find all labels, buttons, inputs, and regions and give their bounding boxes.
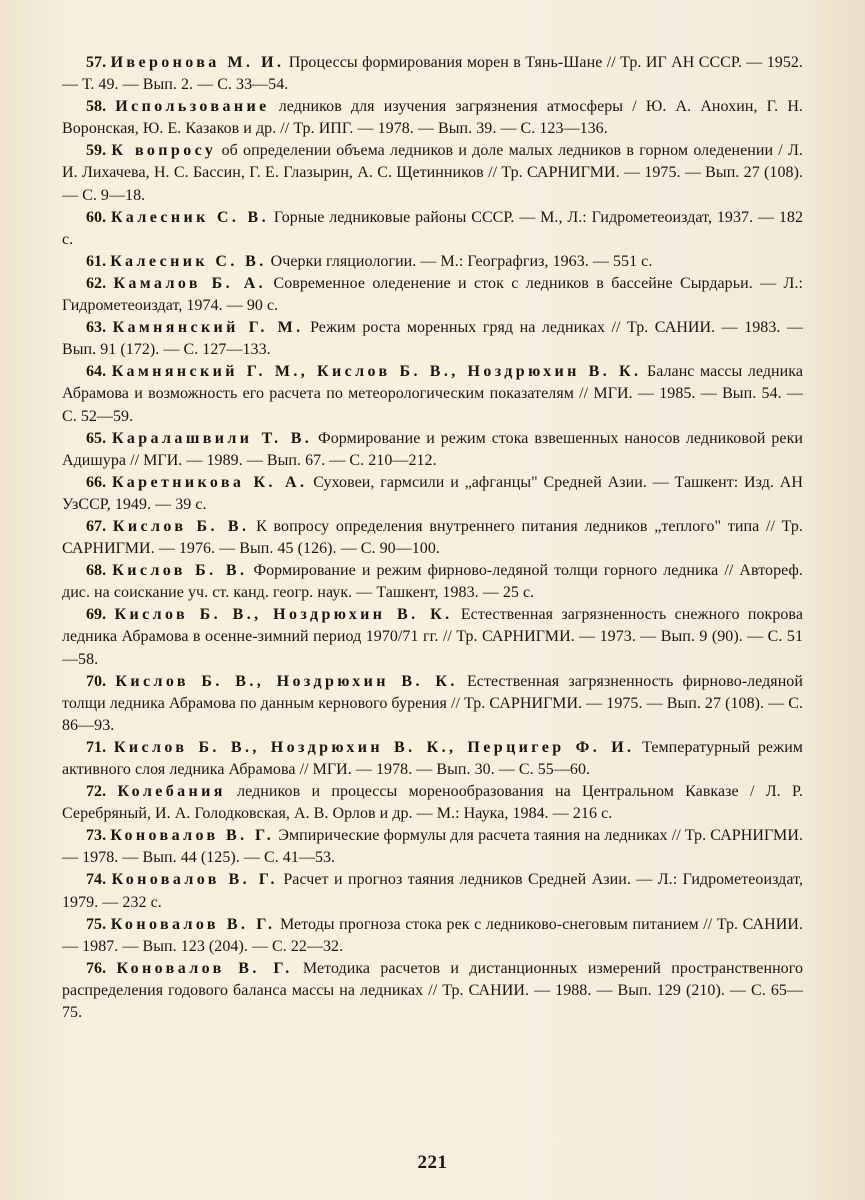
entry-text: Формирование и режим стока взвешенных наносов ледниковой реки Адишура // МГИ. — 1989. — Вып. 67. — С. 210—212. xyxy=(62,429,804,469)
entry-text: ледников для изучения загрязнения атмосферы / Ю. А. Анохин, Г. Н. Воронская, Ю. Е. Казаков и др. // Тр. ИПГ. — 1978. — Вып. 39. — С. 123—136. xyxy=(62,98,803,138)
entry-number: 71. xyxy=(86,738,107,756)
entry-text: Естественная загрязненность фирново-ледяной толщи ледника Абрамова по данным кернового бурения // Тр. САРНИГМИ. — 1975. — Вып. 27 (108). — С. 86—93. xyxy=(62,672,803,734)
bibliography-entry-64 xyxy=(62,361,803,427)
entry-text: Очерки гляциологии. — М.: Географгиз, 1963. — 551 с. xyxy=(270,252,653,270)
entry-number: 61. xyxy=(86,252,107,270)
bibliography-entry-69 xyxy=(62,604,803,670)
entry-number: 60. xyxy=(86,208,107,226)
entry-number: 68. xyxy=(86,562,107,580)
entry-text: Температурный режим активного слоя ледника Абрамова // МГИ. — 1978. — Вып. 30. — С. 55—60. xyxy=(62,738,803,778)
bibliography-entry-66 xyxy=(62,472,803,516)
entry-author: Коновалов В. Г. xyxy=(111,871,278,889)
page-number: 221 xyxy=(417,1152,448,1173)
entry-text: Формирование и режим фирново-ледяной толщи горного ледника // Автореф. дис. на соискание уч. ст. канд. геогр. наук. — Ташкент, 1983. — 25 с. xyxy=(62,562,803,602)
entry-number: 63. xyxy=(86,319,107,337)
entry-author: Калесник С. В. xyxy=(110,252,267,270)
entry-number: 58. xyxy=(86,98,107,116)
entry-text: Естественная загрязненность снежного покрова ледника Абрамова в осенне-зимний период 1970/71 гг. // Тр. САРНИГМИ. — 1973. — Вып. 9 (90). — С. 51—58. xyxy=(62,606,803,668)
entry-text: Режим роста моренных гряд на ледниках // Тр. САНИИ. — 1983. — Вып. 91 (172). — С. 127—133. xyxy=(62,319,803,359)
entry-author: Камалов Б. А. xyxy=(113,274,267,292)
bibliography-entry-61 xyxy=(62,251,803,273)
entry-text: Процессы формирования морен в Тянь-Шане // Тр. ИГ АН СССР. — 1952. — Т. 49. — Вып. 2. — С. 33—54. xyxy=(62,54,803,94)
bibliography-entry-62 xyxy=(62,273,803,317)
entry-number: 70. xyxy=(86,672,107,690)
bibliography-entry-76 xyxy=(62,958,803,1024)
bibliography-entry-59 xyxy=(62,140,803,206)
entry-author: Камнянский Г. М., Кислов Б. В., Ноздрюхин В. К. xyxy=(111,363,642,381)
entry-number: 69. xyxy=(86,606,107,624)
bibliography-entry-72 xyxy=(62,781,803,825)
entry-author: Коновалов В. Г. xyxy=(110,827,275,845)
entry-text: Современное оледенение и сток с ледников в бассейне Сырдарьи. — Л.: Гидрометеоиздат, 1974. — 90 с. xyxy=(62,274,803,315)
entry-author: Использование xyxy=(115,98,270,116)
bibliography-entry-71 xyxy=(62,737,803,781)
bibliography-list xyxy=(62,52,803,1024)
entry-author: Камнянский Г. М. xyxy=(112,319,304,337)
entry-number: 74. xyxy=(86,871,107,889)
entry-text: об определении объема ледников и доле малых ледников в горном оледенении / Л. И. Лихачева, Н. С. Бассин, Г. Е. Глазырин, А. С. Щетинников // Тр. САРНИГМИ. — 1975. — Вып. 27 (108). — С. 9—18. xyxy=(62,142,803,204)
entry-text: ледников и процессы моренообразования на Центральном Кавказе / Л. Р. Серебряный, И. А. Голодковская, А. В. Орлов и др. — М.: Наука, 1984. — 216 с. xyxy=(62,783,803,823)
bibliography-entry-65 xyxy=(62,428,803,472)
entry-author: Кислов Б. В. xyxy=(112,562,248,580)
entry-author: Кислов Б. В., Ноздрюхин В. К., Перцигер Ф. И. xyxy=(113,738,635,756)
entry-text: Расчет и прогноз таяния ледников Средней Азии. — Л.: Гидрометеоиздат, 1979. — 232 с. xyxy=(62,871,803,911)
entry-author: Иверонова М. И. xyxy=(110,54,285,71)
entry-author: Кислов Б. В. xyxy=(112,517,250,535)
bibliography-entry-58 xyxy=(62,96,803,140)
entry-author: Калесник С. В. xyxy=(111,208,269,226)
entry-number: 72. xyxy=(86,783,107,801)
bibliography-entry-75 xyxy=(62,914,803,958)
entry-author: Колебания xyxy=(117,783,226,801)
bibliography-entry-74 xyxy=(62,869,803,913)
entry-author: Каретникова К. А. xyxy=(111,473,308,491)
entry-number: 64. xyxy=(86,363,107,381)
bibliography-entry-68 xyxy=(62,560,803,604)
entry-number: 57. xyxy=(86,54,107,71)
entry-text: Методы прогноза стока рек с ледниково-снеговым питанием // Тр. САНИИ. — 1987. — Вып. 123 (204). — С. 22—32. xyxy=(62,915,804,955)
bibliography-entry-73 xyxy=(62,825,803,869)
bibliography-entry-63 xyxy=(62,317,803,361)
bibliography-entry-60 xyxy=(62,207,803,251)
entry-author: Каралашвили Т. В. xyxy=(112,429,313,447)
entry-text: Баланс массы ледника Абрамова и возможность его расчета по метеорологическим показателям // МГИ. — 1985. — Вып. 54. — С. 52—59. xyxy=(62,363,804,425)
entry-text: Методика расчетов и дистанционных измерений пространственного распределения годового баланса массы на ледниках // Тр. САНИИ. — 1988. — Вып. 129 (210). — С. 65—75. xyxy=(62,959,803,1022)
entry-text: Эмпирические формулы для расчета таяния на ледниках // Тр. САРНИГМИ. — 1978. — Вып. 44 (125). — С. 41—53. xyxy=(62,827,803,867)
entry-number: 67. xyxy=(86,517,107,535)
entry-author: Кислов Б. В., Ноздрюхин В. К. xyxy=(115,672,458,690)
entry-number: 59. xyxy=(86,142,107,160)
entry-number: 65. xyxy=(86,429,107,447)
entry-author: Коновалов В. Г. xyxy=(116,959,293,977)
entry-author: Коновалов В. Г. xyxy=(110,915,276,933)
entry-text: Суховеи, гармсили и „афганцы" Средней Азии. — Ташкент: Изд. АН УзССР, 1949. — 39 с. xyxy=(62,473,803,513)
entry-text: Горные ледниковые районы СССР. — М., Л.: Гидрометеоиздат, 1937. — 182 с. xyxy=(62,208,804,248)
bibliography-entry-57 xyxy=(62,52,803,96)
entry-text: К вопросу определения внутреннего питания ледников „теплого" типа // Тр. САРНИГМИ. — 1976. — Вып. 45 (126). — С. 90—100. xyxy=(62,517,803,558)
bibliography-entry-70 xyxy=(62,671,803,737)
entry-author: К вопросу xyxy=(111,142,217,160)
entry-number: 76. xyxy=(86,959,107,977)
entry-number: 75. xyxy=(86,915,107,933)
entry-author: Кислов Б. В., Ноздрюхин В. К. xyxy=(114,606,453,624)
entry-number: 62. xyxy=(86,274,107,292)
entry-number: 66. xyxy=(86,473,107,491)
bibliography-entry-67 xyxy=(62,516,803,560)
entry-number: 73. xyxy=(86,827,107,845)
